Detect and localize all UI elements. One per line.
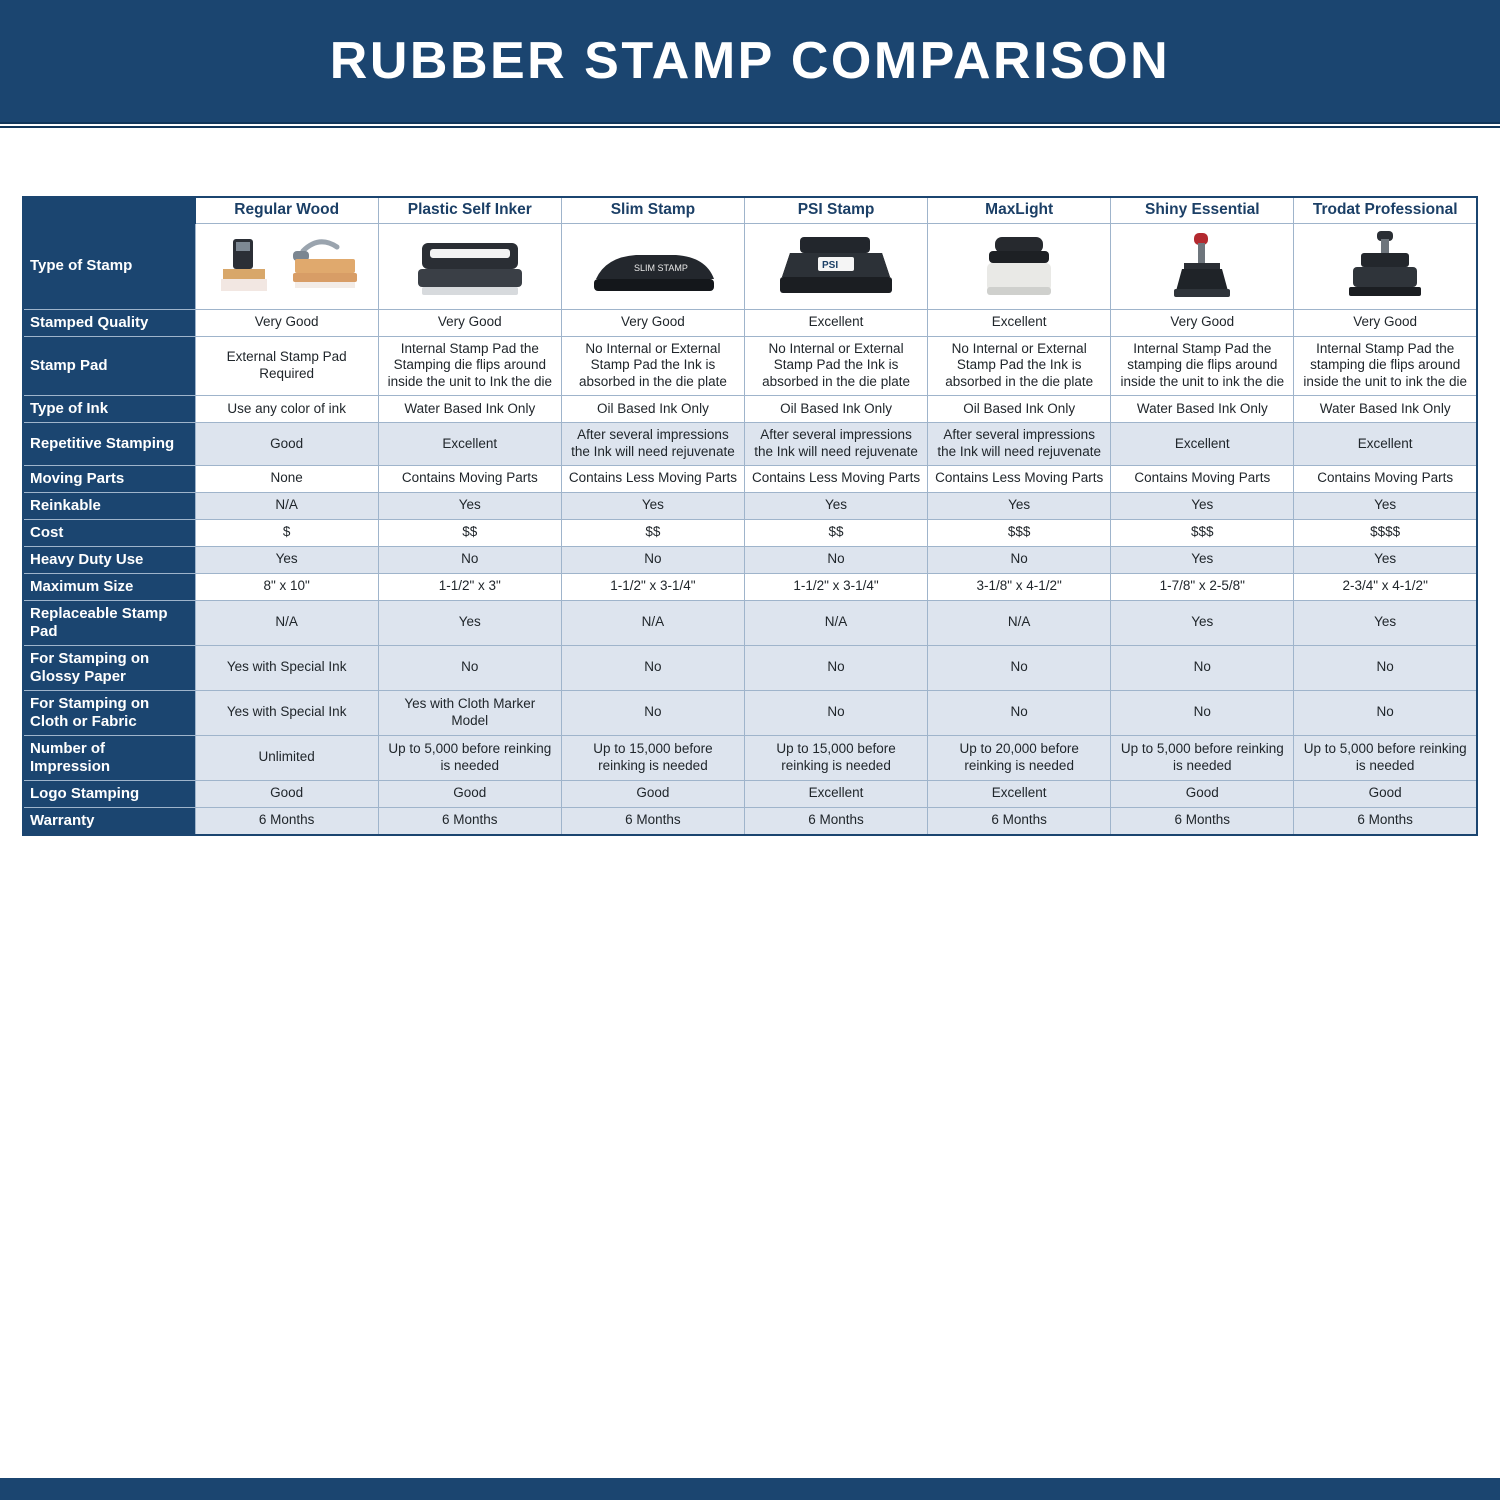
cell-logo-stamping-trodat-professional: Good <box>1294 780 1477 807</box>
cell-reinkable-maxlight: Yes <box>928 492 1111 519</box>
cell-reinkable-regular-wood: N/A <box>195 492 378 519</box>
column-header-plastic-self-inker: Plastic Self Inker <box>378 197 561 223</box>
cell-maximum-size-trodat-professional: 2-3/4" x 4-1/2" <box>1294 573 1477 600</box>
cell-replaceable-stamp-pad-psi-stamp: N/A <box>744 600 927 645</box>
page-title: RUBBER STAMP COMPARISON <box>329 32 1171 90</box>
row-label-reinkable: Reinkable <box>23 492 195 519</box>
column-header-trodat-professional: Trodat Professional <box>1294 197 1477 223</box>
cell-heavy-duty-use-psi-stamp: No <box>744 546 927 573</box>
cell-replaceable-stamp-pad-slim-stamp: N/A <box>561 600 744 645</box>
row-label-stamp-pad: Stamp Pad <box>23 336 195 396</box>
cell-moving-parts-trodat-professional: Contains Moving Parts <box>1294 465 1477 492</box>
cell-logo-stamping-slim-stamp: Good <box>561 780 744 807</box>
cell-glossy-paper-maxlight: No <box>928 645 1111 690</box>
cell-replaceable-stamp-pad-trodat-professional: Yes <box>1294 600 1477 645</box>
cell-type-of-ink-slim-stamp: Oil Based Ink Only <box>561 396 744 423</box>
column-header-regular-wood: Regular Wood <box>195 197 378 223</box>
cell-repetitive-stamping-maxlight: After several impressions the Ink will need rejuvenate <box>928 423 1111 466</box>
cell-repetitive-stamping-trodat-professional: Excellent <box>1294 423 1477 466</box>
cell-glossy-paper-slim-stamp: No <box>561 645 744 690</box>
cell-moving-parts-plastic-self-inker: Contains Moving Parts <box>378 465 561 492</box>
cell-number-of-impression-shiny-essential: Up to 5,000 before reinking is needed <box>1111 735 1294 780</box>
table-row-warranty <box>23 807 1477 835</box>
cell-stamped-quality-slim-stamp: Very Good <box>561 309 744 336</box>
cell-replaceable-stamp-pad-maxlight: N/A <box>928 600 1111 645</box>
column-header-maxlight: MaxLight <box>928 197 1111 223</box>
row-label-cost: Cost <box>23 519 195 546</box>
cell-number-of-impression-psi-stamp: Up to 15,000 before reinking is needed <box>744 735 927 780</box>
cell-type-of-ink-regular-wood: Use any color of ink <box>195 396 378 423</box>
comparison-table-wrapper <box>22 196 1478 836</box>
cell-reinkable-slim-stamp: Yes <box>561 492 744 519</box>
cell-stamp-pad-slim-stamp: No Internal or External Stamp Pad the Ink is absorbed in the die plate <box>561 336 744 396</box>
cell-number-of-impression-trodat-professional: Up to 5,000 before reinking is needed <box>1294 735 1477 780</box>
cell-moving-parts-shiny-essential: Contains Moving Parts <box>1111 465 1294 492</box>
cell-heavy-duty-use-maxlight: No <box>928 546 1111 573</box>
cell-moving-parts-psi-stamp: Contains Less Moving Parts <box>744 465 927 492</box>
svg-text:SLIM STAMP: SLIM STAMP <box>633 263 688 273</box>
cell-type-of-stamp-regular-wood <box>195 223 378 309</box>
cell-replaceable-stamp-pad-shiny-essential: Yes <box>1111 600 1294 645</box>
cell-type-of-ink-trodat-professional: Water Based Ink Only <box>1294 396 1477 423</box>
cell-cost-shiny-essential: $$$ <box>1111 519 1294 546</box>
cell-heavy-duty-use-trodat-professional: Yes <box>1294 546 1477 573</box>
cell-number-of-impression-plastic-self-inker: Up to 5,000 before reinking is needed <box>378 735 561 780</box>
table-row-number-of-impression <box>23 735 1477 780</box>
cell-type-of-ink-maxlight: Oil Based Ink Only <box>928 396 1111 423</box>
cell-heavy-duty-use-slim-stamp: No <box>561 546 744 573</box>
cell-warranty-regular-wood: 6 Months <box>195 807 378 835</box>
cell-heavy-duty-use-shiny-essential: Yes <box>1111 546 1294 573</box>
cell-reinkable-psi-stamp: Yes <box>744 492 927 519</box>
cell-warranty-plastic-self-inker: 6 Months <box>378 807 561 835</box>
cell-cloth-or-fabric-plastic-self-inker: Yes with Cloth Marker Model <box>378 690 561 735</box>
header-divider <box>0 122 1500 128</box>
table-row-logo-stamping <box>23 780 1477 807</box>
cell-stamped-quality-plastic-self-inker: Very Good <box>378 309 561 336</box>
table-row-cloth-or-fabric <box>23 690 1477 735</box>
table-row-cost <box>23 519 1477 546</box>
cell-repetitive-stamping-psi-stamp: After several impressions the Ink will need rejuvenate <box>744 423 927 466</box>
cell-logo-stamping-regular-wood: Good <box>195 780 378 807</box>
slim-stamp-image <box>564 226 742 306</box>
cell-moving-parts-slim-stamp: Contains Less Moving Parts <box>561 465 744 492</box>
cell-logo-stamping-psi-stamp: Excellent <box>744 780 927 807</box>
cell-warranty-slim-stamp: 6 Months <box>561 807 744 835</box>
cell-stamped-quality-regular-wood: Very Good <box>195 309 378 336</box>
cell-stamp-pad-psi-stamp: No Internal or External Stamp Pad the Ink is absorbed in the die plate <box>744 336 927 396</box>
cell-cost-slim-stamp: $$ <box>561 519 744 546</box>
cell-moving-parts-regular-wood: None <box>195 465 378 492</box>
cell-moving-parts-maxlight: Contains Less Moving Parts <box>928 465 1111 492</box>
maxlight-stamp-image <box>930 226 1108 306</box>
cell-stamped-quality-psi-stamp: Excellent <box>744 309 927 336</box>
cell-cost-maxlight: $$$ <box>928 519 1111 546</box>
cell-type-of-stamp-shiny-essential <box>1111 223 1294 309</box>
cell-repetitive-stamping-shiny-essential: Excellent <box>1111 423 1294 466</box>
cell-number-of-impression-slim-stamp: Up to 15,000 before reinking is needed <box>561 735 744 780</box>
cell-maximum-size-regular-wood: 8" x 10" <box>195 573 378 600</box>
cell-warranty-psi-stamp: 6 Months <box>744 807 927 835</box>
cell-stamp-pad-maxlight: No Internal or External Stamp Pad the Ink is absorbed in the die plate <box>928 336 1111 396</box>
table-row-type-of-ink <box>23 396 1477 423</box>
cell-number-of-impression-maxlight: Up to 20,000 before reinking is needed <box>928 735 1111 780</box>
row-label-stamped-quality: Stamped Quality <box>23 309 195 336</box>
cell-replaceable-stamp-pad-regular-wood: N/A <box>195 600 378 645</box>
row-label-warranty: Warranty <box>23 807 195 835</box>
column-header-psi-stamp: PSI Stamp <box>744 197 927 223</box>
cell-cost-trodat-professional: $$$$ <box>1294 519 1477 546</box>
cell-warranty-trodat-professional: 6 Months <box>1294 807 1477 835</box>
cell-maximum-size-slim-stamp: 1-1/2" x 3-1/4" <box>561 573 744 600</box>
cell-glossy-paper-shiny-essential: No <box>1111 645 1294 690</box>
row-label-type-of-stamp: Type of Stamp <box>23 223 195 309</box>
cell-cost-psi-stamp: $$ <box>744 519 927 546</box>
cell-stamp-pad-plastic-self-inker: Internal Stamp Pad the Stamping die flips around inside the unit to Ink the die <box>378 336 561 396</box>
svg-text:PSI: PSI <box>822 260 839 271</box>
cell-type-of-stamp-plastic-self-inker <box>378 223 561 309</box>
cell-stamp-pad-shiny-essential: Internal Stamp Pad the stamping die flips around inside the unit to ink the die <box>1111 336 1294 396</box>
table-row-reinkable <box>23 492 1477 519</box>
trodat-professional-stamp-image <box>1296 226 1474 306</box>
column-header-shiny-essential: Shiny Essential <box>1111 197 1294 223</box>
cell-logo-stamping-plastic-self-inker: Good <box>378 780 561 807</box>
table-corner-cell <box>23 197 195 223</box>
table-row-type-of-stamp <box>23 223 1477 309</box>
row-label-repetitive-stamping: Repetitive Stamping <box>23 423 195 466</box>
cell-cloth-or-fabric-trodat-professional: No <box>1294 690 1477 735</box>
cell-maximum-size-plastic-self-inker: 1-1/2" x 3" <box>378 573 561 600</box>
table-row-repetitive-stamping <box>23 423 1477 466</box>
row-label-maximum-size: Maximum Size <box>23 573 195 600</box>
table-row-stamped-quality <box>23 309 1477 336</box>
table-head <box>23 197 1477 223</box>
cell-glossy-paper-psi-stamp: No <box>744 645 927 690</box>
table-row-heavy-duty-use <box>23 546 1477 573</box>
wood-hand-stamp-image <box>198 226 376 306</box>
shiny-essential-stamp-image <box>1113 226 1291 306</box>
cell-type-of-ink-psi-stamp: Oil Based Ink Only <box>744 396 927 423</box>
cell-type-of-ink-shiny-essential: Water Based Ink Only <box>1111 396 1294 423</box>
cell-maximum-size-maxlight: 3-1/8" x 4-1/2" <box>928 573 1111 600</box>
cell-type-of-stamp-maxlight <box>928 223 1111 309</box>
table-row-replaceable-stamp-pad <box>23 600 1477 645</box>
cell-type-of-stamp-slim-stamp <box>561 223 744 309</box>
cell-type-of-ink-plastic-self-inker: Water Based Ink Only <box>378 396 561 423</box>
cell-stamped-quality-maxlight: Excellent <box>928 309 1111 336</box>
row-label-number-of-impression: Number of Impression <box>23 735 195 780</box>
cell-type-of-stamp-trodat-professional <box>1294 223 1477 309</box>
cell-repetitive-stamping-slim-stamp: After several impressions the Ink will need rejuvenate <box>561 423 744 466</box>
row-label-logo-stamping: Logo Stamping <box>23 780 195 807</box>
table-row-maximum-size <box>23 573 1477 600</box>
cell-logo-stamping-maxlight: Excellent <box>928 780 1111 807</box>
cell-glossy-paper-plastic-self-inker: No <box>378 645 561 690</box>
cell-glossy-paper-trodat-professional: No <box>1294 645 1477 690</box>
column-header-slim-stamp: Slim Stamp <box>561 197 744 223</box>
comparison-table <box>22 196 1478 836</box>
table-row-stamp-pad <box>23 336 1477 396</box>
cell-maximum-size-shiny-essential: 1-7/8" x 2-5/8" <box>1111 573 1294 600</box>
page-header <box>0 0 1500 122</box>
cell-repetitive-stamping-plastic-self-inker: Excellent <box>378 423 561 466</box>
cell-heavy-duty-use-regular-wood: Yes <box>195 546 378 573</box>
cell-cost-regular-wood: $ <box>195 519 378 546</box>
psi-stamp-image <box>747 226 925 306</box>
cell-replaceable-stamp-pad-plastic-self-inker: Yes <box>378 600 561 645</box>
cell-stamped-quality-shiny-essential: Very Good <box>1111 309 1294 336</box>
cell-reinkable-shiny-essential: Yes <box>1111 492 1294 519</box>
cell-maximum-size-psi-stamp: 1-1/2" x 3-1/4" <box>744 573 927 600</box>
cell-stamp-pad-trodat-professional: Internal Stamp Pad the stamping die flips around inside the unit to ink the die <box>1294 336 1477 396</box>
cell-warranty-maxlight: 6 Months <box>928 807 1111 835</box>
table-row-moving-parts <box>23 465 1477 492</box>
cell-cloth-or-fabric-psi-stamp: No <box>744 690 927 735</box>
page-footer <box>0 1478 1500 1500</box>
cell-logo-stamping-shiny-essential: Good <box>1111 780 1294 807</box>
row-label-type-of-ink: Type of Ink <box>23 396 195 423</box>
cell-cloth-or-fabric-shiny-essential: No <box>1111 690 1294 735</box>
table-row-glossy-paper <box>23 645 1477 690</box>
cell-cloth-or-fabric-slim-stamp: No <box>561 690 744 735</box>
cell-warranty-shiny-essential: 6 Months <box>1111 807 1294 835</box>
cell-cloth-or-fabric-maxlight: No <box>928 690 1111 735</box>
header-row <box>23 197 1477 223</box>
cell-heavy-duty-use-plastic-self-inker: No <box>378 546 561 573</box>
cell-type-of-stamp-psi-stamp <box>744 223 927 309</box>
cell-reinkable-plastic-self-inker: Yes <box>378 492 561 519</box>
row-label-glossy-paper: For Stamping on Glossy Paper <box>23 645 195 690</box>
cell-number-of-impression-regular-wood: Unlimited <box>195 735 378 780</box>
row-label-moving-parts: Moving Parts <box>23 465 195 492</box>
cell-stamp-pad-regular-wood: External Stamp Pad Required <box>195 336 378 396</box>
cell-repetitive-stamping-regular-wood: Good <box>195 423 378 466</box>
cell-glossy-paper-regular-wood: Yes with Special Ink <box>195 645 378 690</box>
row-label-cloth-or-fabric: For Stamping on Cloth or Fabric <box>23 690 195 735</box>
cell-cloth-or-fabric-regular-wood: Yes with Special Ink <box>195 690 378 735</box>
plastic-self-inker-image <box>381 226 559 306</box>
cell-stamped-quality-trodat-professional: Very Good <box>1294 309 1477 336</box>
row-label-replaceable-stamp-pad: Replaceable Stamp Pad <box>23 600 195 645</box>
cell-cost-plastic-self-inker: $$ <box>378 519 561 546</box>
cell-reinkable-trodat-professional: Yes <box>1294 492 1477 519</box>
row-label-heavy-duty-use: Heavy Duty Use <box>23 546 195 573</box>
table-body <box>23 223 1477 835</box>
